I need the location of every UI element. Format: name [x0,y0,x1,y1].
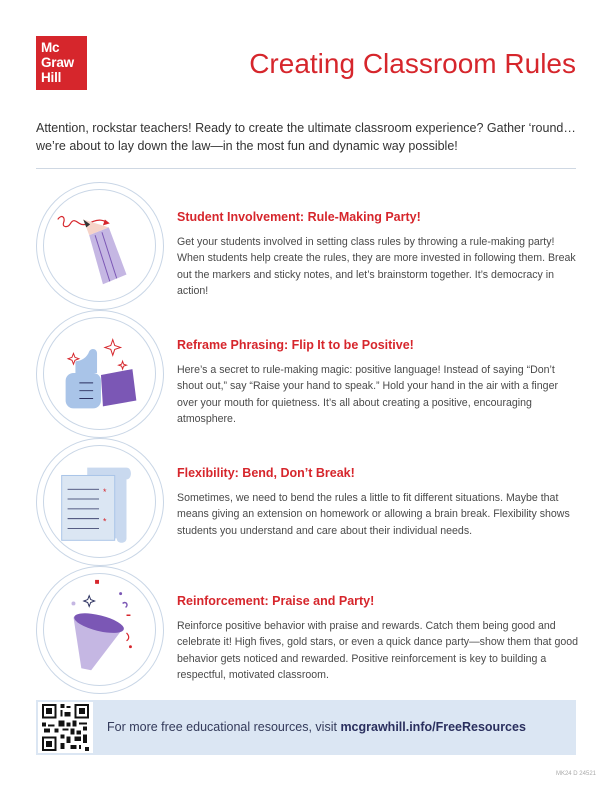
intro-paragraph: Attention, rockstar teachers! Ready to create the ultimate classroom experience? Gather ‘round… we’re about to lay down the law—in the most fun and dynamic way possible! [36,121,576,153]
section-heading: Reinforcement: Praise and Party! [177,594,375,608]
party-popper-icon [43,573,156,686]
icon-circle [36,438,164,566]
section-text [177,466,579,539]
svg-text:*: * [102,487,107,498]
thumbs-up-icon [43,317,156,430]
svg-text:*: * [102,516,107,527]
section-flexibility [36,438,581,563]
section-text [177,210,579,300]
section-reframe-phrasing [36,310,581,435]
section-heading: Reframe Phrasing: Flip It to be Positive! [177,338,414,352]
section-body: Here’s a secret to rule-making magic: positive language! Instead of saying “Don’t shout out,” say “Raise your hand to speak.” Hold your hand in the air with a finger over your mouth for quietness. It’s all about creating a positive, encouraging atmosphere. [177,364,558,426]
section-student-involvement [36,182,581,307]
scroll-icon [43,445,156,558]
logo-line-1: Mc [41,40,60,55]
section-text [177,338,579,428]
footer-text [107,720,526,734]
footer-lead: For more free educational resources, visit [107,720,341,734]
document-code: MK24 D 24521 [555,771,596,777]
mcgraw-hill-logo [36,36,87,90]
divider [36,168,576,169]
section-body: Sometimes, we need to bend the rules a little to fit different situations. Maybe that means giving an extension on homework or allowing a brain break. Flexibility shows students you understand and care about their individual needs. [177,492,570,537]
section-heading: Student Involvement: Rule-Making Party! [177,210,421,224]
section-reinforcement [36,566,581,691]
logo-line-3: Hill [41,70,62,85]
qr-code-icon[interactable] [36,700,95,755]
icon-circle [36,310,164,438]
section-body: Get your students involved in setting class rules by throwing a rule-making party! When students help create the rules, they are more invested in following them. Break out the markers and sticky notes, and let’s brainstorm together. It’s democracy in action! [177,236,576,298]
footer-link[interactable]: mcgrawhill.info/FreeResources [340,720,526,734]
icon-circle [36,182,164,310]
pencil-icon [43,189,156,302]
logo-line-2: Graw [41,55,74,70]
section-body: Reinforce positive behavior with praise and rewards. Catch them being good and celebrate it! High fives, gold stars, or even a quick dance party—show them that good behavior gets noticed and rewarded. Positive reinforcement is key to building a respectful, motivated classroom. [177,620,579,682]
page-title: Creating Classroom Rules [249,48,576,79]
section-heading: Flexibility: Bend, Don’t Break! [177,466,355,480]
section-text [177,594,579,684]
icon-circle [36,566,164,694]
